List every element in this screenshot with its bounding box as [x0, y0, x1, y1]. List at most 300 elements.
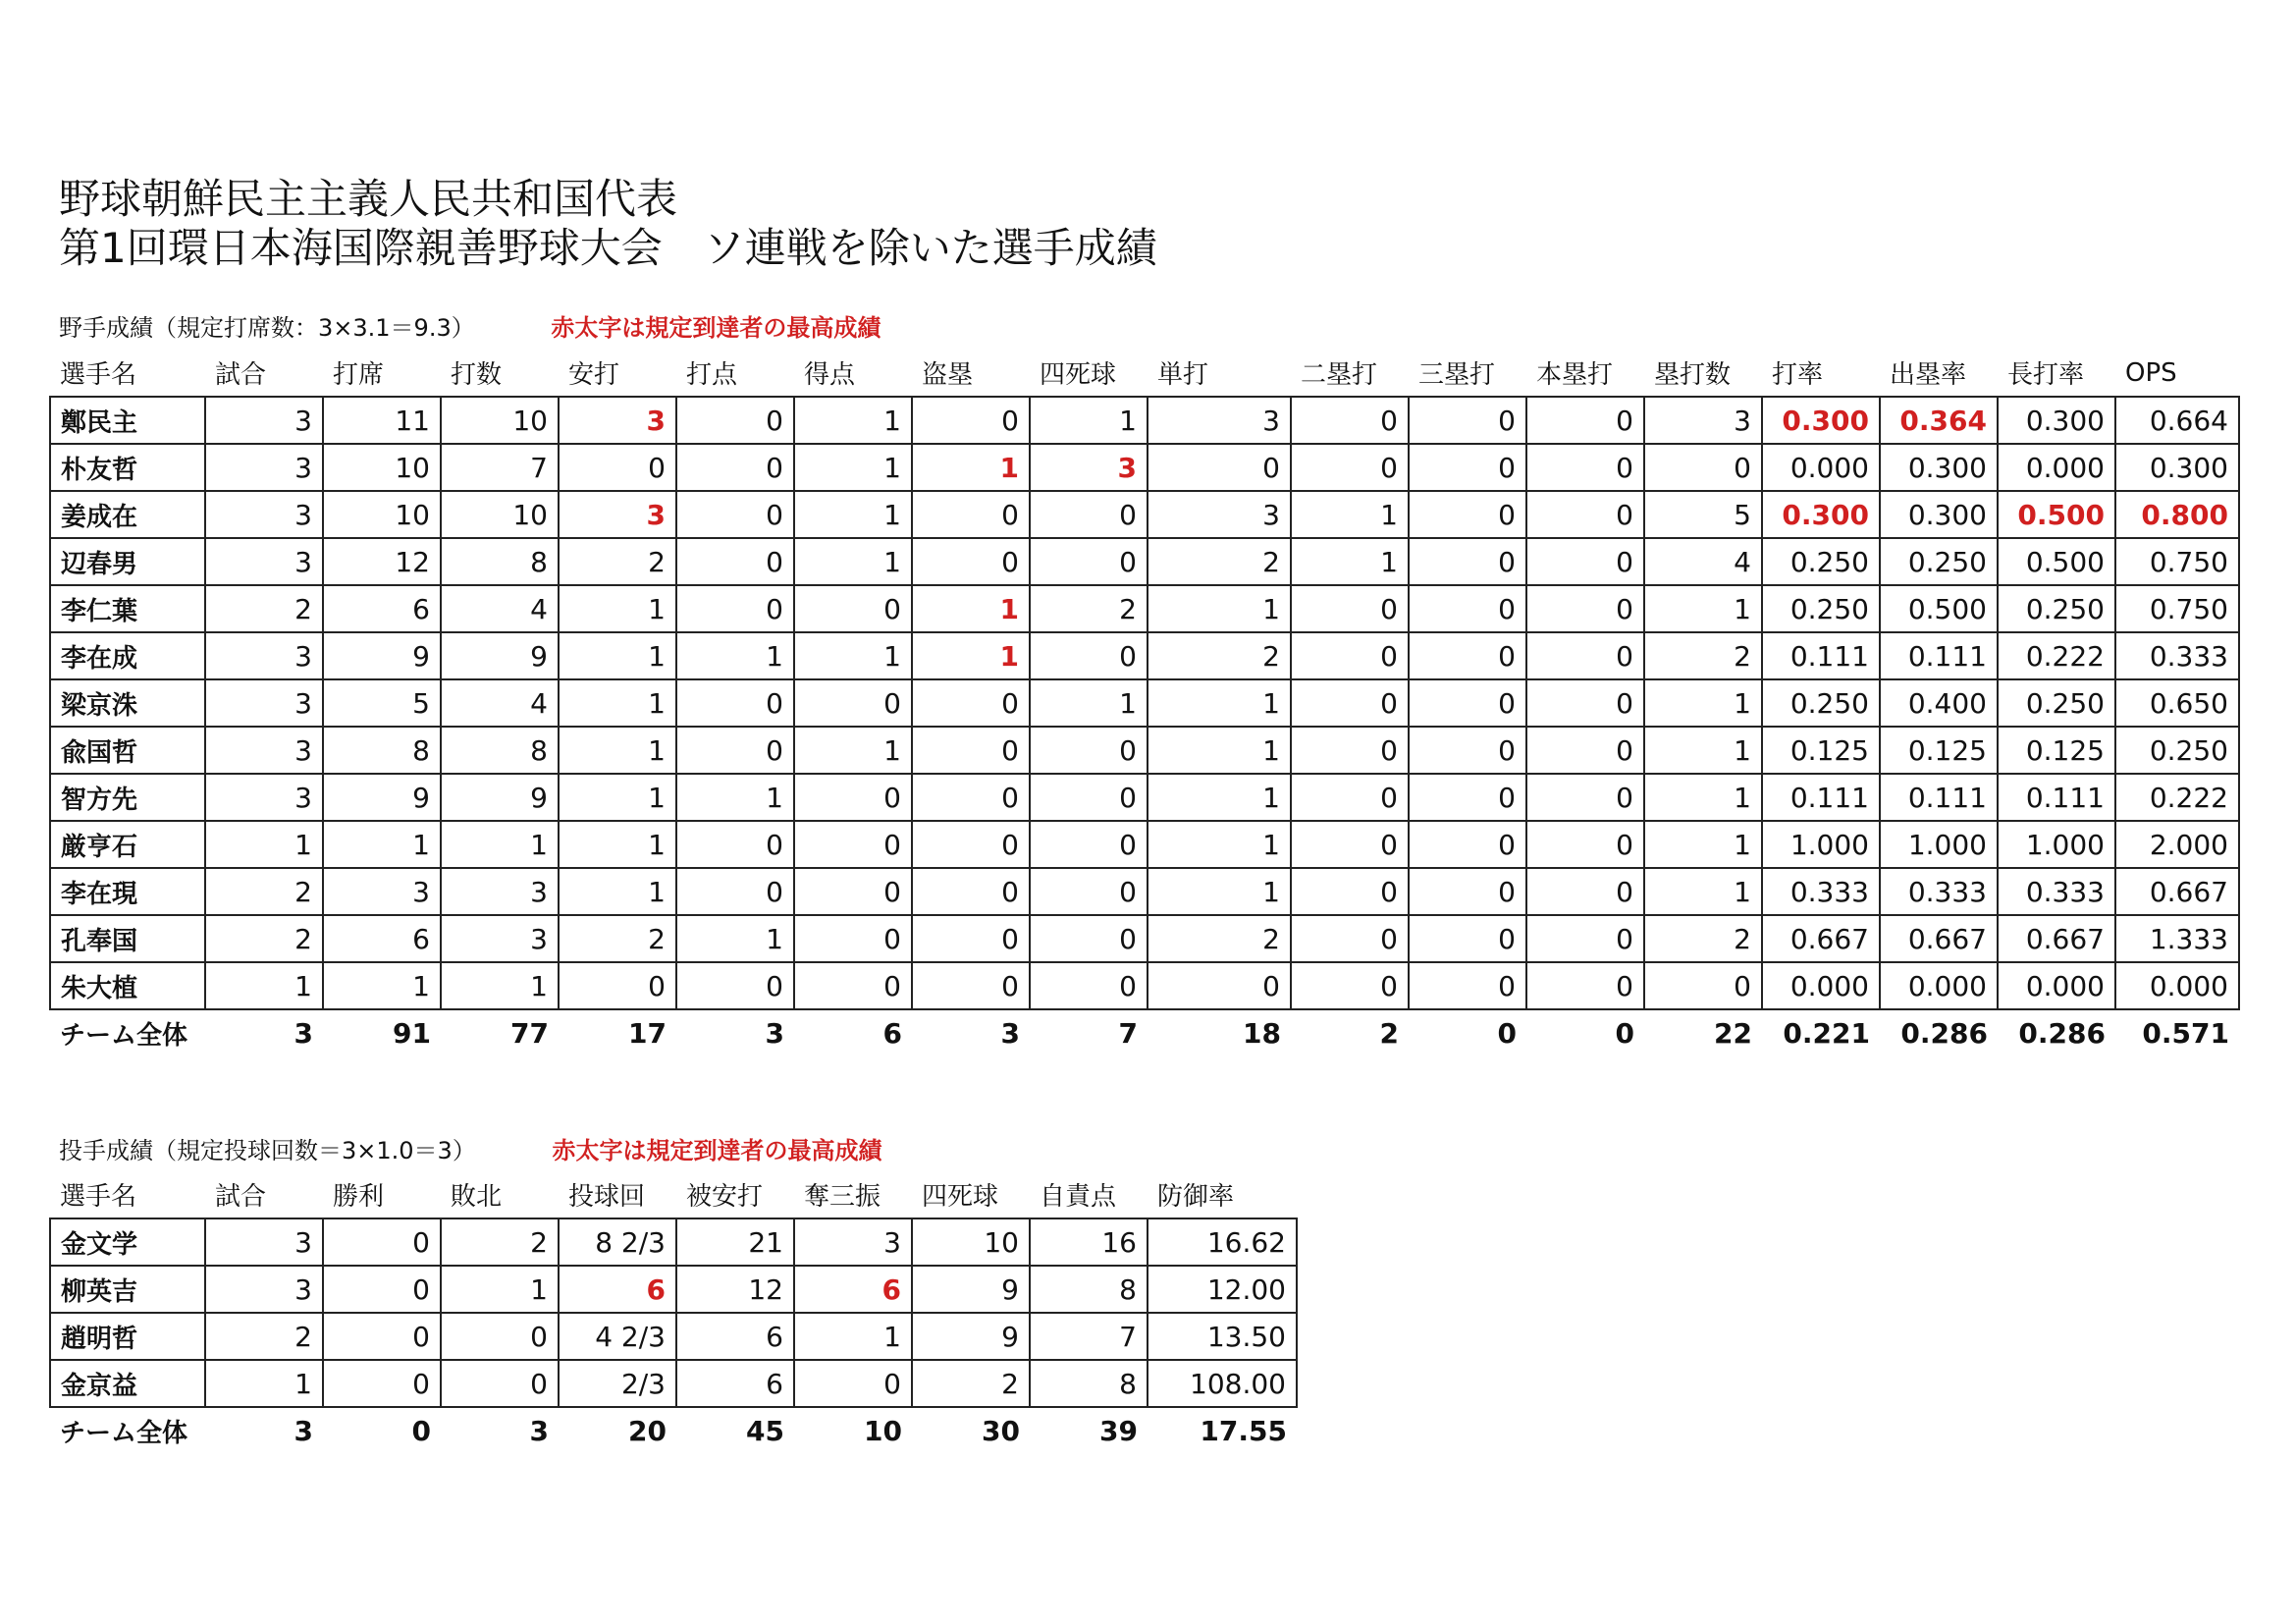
pitching-header-3: 敗北: [451, 1182, 503, 1212]
stat-cell: 0: [1409, 632, 1526, 679]
stat-cell: 1: [205, 962, 323, 1009]
stat-cell: 0: [794, 962, 912, 1009]
stat-cell: 2: [1644, 915, 1762, 962]
stat-cell: 2: [559, 915, 676, 962]
player-name-cell: 李在現: [50, 868, 205, 915]
stat-cell: 1: [794, 397, 912, 444]
stat-cell: 0.000: [1998, 962, 2115, 1009]
stat-cell: 0: [1409, 491, 1526, 538]
player-name-cell: 厳亨石: [50, 821, 205, 868]
stat-cell: 0: [1030, 491, 1148, 538]
player-name-cell: 孔奉国: [50, 915, 205, 962]
player-name-cell: 李仁葉: [50, 585, 205, 632]
stat-cell: 1: [205, 821, 323, 868]
total-stat-cell: 17: [628, 1017, 667, 1050]
stat-cell: 0: [912, 679, 1030, 727]
stat-cell: 0: [1526, 727, 1644, 774]
stat-cell: 0: [912, 491, 1030, 538]
batting-total-row: [50, 1009, 2239, 1056]
pitching-header-7: 四死球: [922, 1182, 999, 1212]
stat-cell: 2: [1030, 585, 1148, 632]
stat-cell: 0: [1148, 444, 1291, 491]
stat-cell: 9: [323, 774, 441, 821]
stat-cell: 1: [1644, 774, 1762, 821]
stat-cell: 1: [323, 821, 441, 868]
stat-cell: 1: [912, 632, 1030, 679]
total-stat-cell: 0.286: [1900, 1017, 1988, 1050]
player-name-cell: 金文学: [50, 1218, 205, 1266]
total-stat-cell: 22: [1714, 1017, 1752, 1050]
stat-cell: 3: [205, 679, 323, 727]
stat-cell: 0.250: [1762, 538, 1880, 585]
stat-cell: 0: [912, 962, 1030, 1009]
stat-cell: 6: [323, 585, 441, 632]
stat-cell: 3: [205, 538, 323, 585]
stat-cell: 3: [205, 444, 323, 491]
stat-cell: 0: [559, 444, 676, 491]
stat-cell: 0: [1409, 538, 1526, 585]
stat-cell: 1: [1644, 727, 1762, 774]
stat-cell: 8: [323, 727, 441, 774]
stat-cell: 3: [205, 774, 323, 821]
batting-header-14: 打率: [1772, 360, 1824, 390]
batting-header-15: 出塁率: [1890, 360, 1967, 390]
stat-cell: 1: [1291, 491, 1409, 538]
stat-cell: 1: [1030, 397, 1148, 444]
pitching-highlight-note: 赤太字は規定到達者の最高成績: [552, 1137, 882, 1164]
pitching-header-9: 防御率: [1157, 1182, 1235, 1212]
stat-cell: 0.333: [1880, 868, 1998, 915]
stat-cell: 6: [794, 1266, 912, 1313]
table-row: [50, 538, 2239, 585]
stat-cell: 0.667: [1880, 915, 1998, 962]
stat-cell: 0.250: [1762, 679, 1880, 727]
player-name-cell: 朱大植: [50, 962, 205, 1009]
stat-cell: 0: [676, 821, 794, 868]
stat-cell: 1: [1148, 679, 1291, 727]
stat-cell: 0: [1148, 962, 1291, 1009]
stat-cell: 0: [441, 1313, 559, 1360]
stat-cell: 10: [441, 397, 559, 444]
stat-cell: 1: [559, 821, 676, 868]
stat-cell: 1: [912, 444, 1030, 491]
stat-cell: 0: [676, 727, 794, 774]
stat-cell: 0: [794, 679, 912, 727]
stat-cell: 9: [441, 632, 559, 679]
pitching-total-row: [50, 1407, 1297, 1454]
stat-cell: 0: [1526, 962, 1644, 1009]
total-stat-cell: 17.55: [1200, 1415, 1287, 1447]
stat-cell: 0: [794, 821, 912, 868]
stat-cell: 3: [1644, 397, 1762, 444]
stat-cell: 0.125: [1998, 727, 2115, 774]
stat-cell: 0: [912, 397, 1030, 444]
stat-cell: 0: [676, 679, 794, 727]
page-title: [59, 175, 1157, 273]
title-line-1: 野球朝鮮民主主義人民共和国代表: [59, 175, 678, 223]
stat-cell: 1: [794, 538, 912, 585]
stat-cell: 0: [1291, 679, 1409, 727]
stat-cell: 0: [1030, 915, 1148, 962]
stat-cell: 0: [1409, 821, 1526, 868]
stat-cell: 0.125: [1762, 727, 1880, 774]
stat-cell: 0.000: [1762, 962, 1880, 1009]
stat-cell: 0.000: [1998, 444, 2115, 491]
table-row: [50, 585, 2239, 632]
stat-cell: 0: [1291, 397, 1409, 444]
total-stat-cell: 0.571: [2142, 1017, 2229, 1050]
batting-header-4: 安打: [568, 360, 620, 390]
stat-cell: 0.250: [1998, 585, 2115, 632]
batting-header-8: 四死球: [1040, 360, 1117, 390]
stat-cell: 3: [205, 491, 323, 538]
stat-cell: 1.333: [2115, 915, 2239, 962]
batting-header-7: 盗塁: [922, 360, 974, 390]
stat-cell: 1: [1030, 679, 1148, 727]
stat-cell: 0: [1409, 962, 1526, 1009]
stat-cell: 0.300: [2115, 444, 2239, 491]
stat-cell: 0: [676, 538, 794, 585]
stat-cell: 1: [794, 444, 912, 491]
stat-cell: 0: [794, 585, 912, 632]
total-stat-cell: 10: [864, 1415, 902, 1447]
table-row: [50, 1360, 1297, 1407]
stat-cell: 4: [441, 585, 559, 632]
batting-header-2: 打席: [333, 360, 385, 390]
total-stat-cell: 3: [529, 1415, 549, 1447]
stat-cell: 1.000: [1998, 821, 2115, 868]
stat-cell: 0: [676, 444, 794, 491]
stat-cell: 1: [323, 962, 441, 1009]
stat-cell: 0: [1030, 727, 1148, 774]
stat-cell: 0: [1409, 397, 1526, 444]
total-label-cell: チーム全体: [60, 1021, 188, 1051]
pitching-caption-text: 投手成績（規定投球回数＝3×1.0＝3）: [59, 1137, 476, 1164]
batting-stats-table: [49, 350, 2240, 1056]
stat-cell: 9: [912, 1266, 1030, 1313]
batting-header-6: 得点: [804, 360, 856, 390]
stat-cell: 0: [1409, 727, 1526, 774]
stat-cell: 1: [559, 632, 676, 679]
stat-cell: 0.250: [2115, 727, 2239, 774]
stat-cell: 1: [441, 962, 559, 1009]
pitching-caption: [59, 1131, 881, 1165]
stat-cell: 9: [441, 774, 559, 821]
stat-cell: 0.400: [1880, 679, 1998, 727]
stat-cell: 0.300: [1762, 397, 1880, 444]
table-row: [50, 632, 2239, 679]
stat-cell: 2: [1644, 632, 1762, 679]
batting-header-17: OPS: [2125, 357, 2177, 388]
stat-cell: 0.750: [2115, 538, 2239, 585]
stat-cell: 0.000: [1880, 962, 1998, 1009]
player-name-cell: 朴友哲: [50, 444, 205, 491]
stat-cell: 3: [559, 491, 676, 538]
pitching-header-row: [50, 1171, 1297, 1218]
player-name-cell: 金京益: [50, 1360, 205, 1407]
stat-cell: 0: [1526, 679, 1644, 727]
stat-cell: 0: [323, 1218, 441, 1266]
stat-cell: 0: [323, 1266, 441, 1313]
stat-cell: 8: [441, 538, 559, 585]
stat-cell: 13.50: [1148, 1313, 1297, 1360]
stat-cell: 3: [1148, 397, 1291, 444]
stat-cell: 0.222: [2115, 774, 2239, 821]
batting-header-5: 打点: [686, 360, 738, 390]
stat-cell: 0: [1526, 632, 1644, 679]
table-row: [50, 397, 2239, 444]
table-row: [50, 774, 2239, 821]
pitching-header-2: 勝利: [333, 1182, 385, 1212]
pitching-header-5: 被安打: [686, 1182, 764, 1212]
player-name-cell: 辺春男: [50, 538, 205, 585]
table-row: [50, 915, 2239, 962]
stat-cell: 0: [1526, 491, 1644, 538]
stat-cell: 0.667: [1998, 915, 2115, 962]
stat-cell: 0: [912, 915, 1030, 962]
stat-cell: 8 2/3: [559, 1218, 676, 1266]
batting-header-10: 二塁打: [1301, 360, 1378, 390]
stat-cell: 0: [912, 538, 1030, 585]
stat-cell: 1: [1644, 868, 1762, 915]
stat-cell: 0: [912, 774, 1030, 821]
stat-cell: 1: [1148, 868, 1291, 915]
stat-cell: 2: [912, 1360, 1030, 1407]
stat-cell: 0: [794, 774, 912, 821]
stat-cell: 3: [205, 1218, 323, 1266]
stat-cell: 8: [441, 727, 559, 774]
stat-cell: 0.364: [1880, 397, 1998, 444]
stat-cell: 0.000: [1762, 444, 1880, 491]
stat-cell: 0: [1291, 632, 1409, 679]
total-stat-cell: 30: [982, 1415, 1020, 1447]
stat-cell: 6: [676, 1360, 794, 1407]
stat-cell: 1: [794, 727, 912, 774]
stat-cell: 2: [559, 538, 676, 585]
stat-cell: 108.00: [1148, 1360, 1297, 1407]
stat-cell: 0.250: [1880, 538, 1998, 585]
table-row: [50, 444, 2239, 491]
stat-cell: 0: [676, 868, 794, 915]
stat-cell: 1: [559, 868, 676, 915]
stat-cell: 0.500: [1998, 491, 2115, 538]
stat-cell: 0.222: [1998, 632, 2115, 679]
batting-header-row: [50, 350, 2239, 397]
stat-cell: 0: [1030, 632, 1148, 679]
stat-cell: 0: [1291, 585, 1409, 632]
total-stat-cell: 3: [294, 1415, 313, 1447]
stat-cell: 0: [1409, 679, 1526, 727]
stat-cell: 0: [1291, 868, 1409, 915]
stat-cell: 10: [912, 1218, 1030, 1266]
stat-cell: 0: [794, 868, 912, 915]
stat-cell: 1: [559, 774, 676, 821]
table-row: [50, 868, 2239, 915]
stat-cell: 3: [205, 397, 323, 444]
stat-cell: 0: [1030, 538, 1148, 585]
stat-cell: 0: [912, 868, 1030, 915]
stat-cell: 1: [559, 585, 676, 632]
total-stat-cell: 77: [510, 1017, 549, 1050]
stat-cell: 0: [1291, 727, 1409, 774]
stat-cell: 12: [676, 1266, 794, 1313]
stat-cell: 3: [1148, 491, 1291, 538]
stat-cell: 1: [1644, 585, 1762, 632]
stat-cell: 10: [441, 491, 559, 538]
player-name-cell: 梁京洙: [50, 679, 205, 727]
stat-cell: 9: [912, 1313, 1030, 1360]
stat-cell: 1: [794, 491, 912, 538]
stat-cell: 2: [1148, 632, 1291, 679]
stat-cell: 1: [441, 821, 559, 868]
stat-cell: 5: [323, 679, 441, 727]
stat-cell: 0.111: [1762, 774, 1880, 821]
stat-cell: 21: [676, 1218, 794, 1266]
total-stat-cell: 0.221: [1783, 1017, 1870, 1050]
stat-cell: 0: [1526, 821, 1644, 868]
stat-cell: 0.300: [1880, 444, 1998, 491]
stat-cell: 16.62: [1148, 1218, 1297, 1266]
player-name-cell: 李在成: [50, 632, 205, 679]
stat-cell: 3: [205, 727, 323, 774]
stat-cell: 1: [1148, 821, 1291, 868]
stat-cell: 12: [323, 538, 441, 585]
stat-cell: 2: [205, 868, 323, 915]
stat-cell: 0: [1291, 915, 1409, 962]
stat-cell: 1.000: [1880, 821, 1998, 868]
batting-header-0: 選手名: [60, 360, 137, 390]
stat-cell: 1: [1644, 679, 1762, 727]
total-stat-cell: 6: [882, 1017, 902, 1050]
stat-cell: 0: [676, 962, 794, 1009]
table-row: [50, 821, 2239, 868]
stat-cell: 0: [1291, 821, 1409, 868]
stat-cell: 0: [676, 491, 794, 538]
stat-cell: 0: [794, 915, 912, 962]
total-stat-cell: 91: [393, 1017, 431, 1050]
stat-cell: 0: [1030, 868, 1148, 915]
stat-cell: 5: [1644, 491, 1762, 538]
stat-cell: 0: [1526, 397, 1644, 444]
stat-cell: 6: [676, 1313, 794, 1360]
total-stat-cell: 0.286: [2018, 1017, 2106, 1050]
stat-cell: 0: [1644, 962, 1762, 1009]
batting-header-13: 塁打数: [1654, 360, 1732, 390]
stat-cell: 3: [559, 397, 676, 444]
stat-cell: 1: [559, 679, 676, 727]
stat-cell: 0.664: [2115, 397, 2239, 444]
stat-cell: 0: [1030, 774, 1148, 821]
player-name-cell: 趙明哲: [50, 1313, 205, 1360]
stat-cell: 0.300: [1998, 397, 2115, 444]
stat-cell: 0: [1030, 821, 1148, 868]
player-name-cell: 鄭民主: [50, 397, 205, 444]
stat-cell: 1: [794, 1313, 912, 1360]
stat-cell: 3: [205, 1266, 323, 1313]
stat-cell: 0.000: [2115, 962, 2239, 1009]
stat-cell: 1: [676, 915, 794, 962]
stat-cell: 0: [1526, 444, 1644, 491]
stat-cell: 0.667: [1762, 915, 1880, 962]
batting-header-9: 単打: [1157, 360, 1209, 390]
total-stat-cell: 0: [1615, 1017, 1634, 1050]
title-line-2: 第1回環日本海国際親善野球大会 ソ連戦を除いた選手成績: [59, 224, 1157, 272]
stat-cell: 3: [323, 868, 441, 915]
stat-cell: 0.250: [1998, 679, 2115, 727]
batting-header-1: 試合: [215, 360, 267, 390]
total-stat-cell: 20: [628, 1415, 667, 1447]
batting-header-3: 打数: [451, 360, 503, 390]
stat-cell: 0: [912, 821, 1030, 868]
batting-highlight-note: 赤太字は規定到達者の最高成績: [551, 314, 881, 342]
stat-cell: 0: [1526, 774, 1644, 821]
stat-cell: 0.667: [2115, 868, 2239, 915]
stat-cell: 0.333: [2115, 632, 2239, 679]
stat-cell: 0.300: [1880, 491, 1998, 538]
stat-cell: 0: [1409, 444, 1526, 491]
total-stat-cell: 45: [746, 1415, 784, 1447]
stat-cell: 1: [1148, 774, 1291, 821]
total-stat-cell: 0: [1497, 1017, 1517, 1050]
stat-cell: 10: [323, 491, 441, 538]
total-stat-cell: 2: [1379, 1017, 1399, 1050]
pitching-header-8: 自責点: [1040, 1182, 1117, 1212]
stat-cell: 0.333: [1762, 868, 1880, 915]
stat-cell: 1: [794, 632, 912, 679]
batting-header-16: 長打率: [2007, 360, 2085, 390]
stat-cell: 0: [441, 1360, 559, 1407]
stat-cell: 4: [441, 679, 559, 727]
stat-cell: 16: [1030, 1218, 1148, 1266]
batting-header-12: 本塁打: [1536, 360, 1614, 390]
stat-cell: 0.125: [1880, 727, 1998, 774]
stat-cell: 0: [559, 962, 676, 1009]
stat-cell: 0.111: [1880, 774, 1998, 821]
total-stat-cell: 3: [1000, 1017, 1020, 1050]
stat-cell: 0: [676, 585, 794, 632]
stat-cell: 1.000: [1762, 821, 1880, 868]
stat-cell: 4: [1644, 538, 1762, 585]
total-stat-cell: 3: [294, 1017, 313, 1050]
stat-cell: 11: [323, 397, 441, 444]
player-name-cell: 智方先: [50, 774, 205, 821]
stat-cell: 0: [1030, 962, 1148, 1009]
stat-cell: 0: [1409, 868, 1526, 915]
stat-cell: 0: [1526, 915, 1644, 962]
stat-cell: 3: [441, 915, 559, 962]
stat-cell: 3: [205, 632, 323, 679]
stat-cell: 1: [1148, 727, 1291, 774]
stat-cell: 2.000: [2115, 821, 2239, 868]
stat-cell: 2: [1148, 538, 1291, 585]
stat-cell: 1: [441, 1266, 559, 1313]
stat-cell: 0: [1291, 444, 1409, 491]
stat-cell: 0: [912, 727, 1030, 774]
stat-cell: 2/3: [559, 1360, 676, 1407]
stat-cell: 1: [1291, 538, 1409, 585]
stat-cell: 0: [1644, 444, 1762, 491]
batting-caption-text: 野手成績（規定打席数：3×3.1＝9.3）: [59, 314, 475, 342]
total-stat-cell: 39: [1099, 1415, 1138, 1447]
stat-cell: 9: [323, 632, 441, 679]
stat-cell: 0: [794, 1360, 912, 1407]
stat-cell: 0.111: [1880, 632, 1998, 679]
stat-cell: 0: [1409, 585, 1526, 632]
player-name-cell: 柳英吉: [50, 1266, 205, 1313]
pitching-header-6: 奪三振: [804, 1182, 881, 1212]
player-name-cell: 姜成在: [50, 491, 205, 538]
stat-cell: 0: [1291, 774, 1409, 821]
